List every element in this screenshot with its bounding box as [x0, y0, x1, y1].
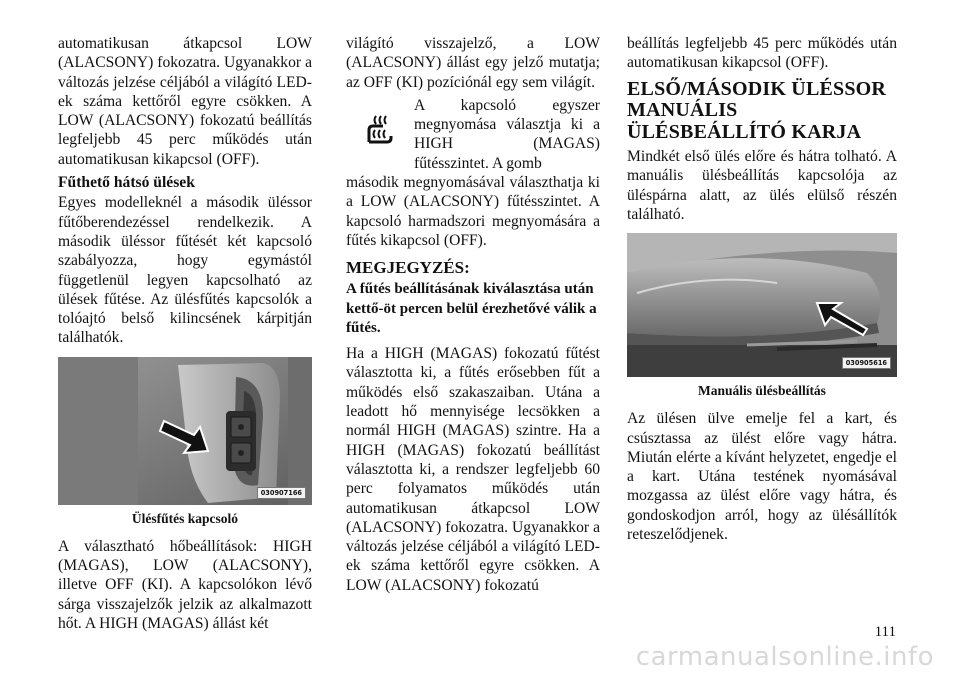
seat-heater-icon [346, 96, 414, 160]
manual-seat-adjust-photo [627, 233, 897, 377]
paragraph: Mindkét első ülés előre és hátra tolható. A manuális ülésbeállítás kapcsolója az üléspárna alatt, az ülés elülső részén található. [627, 148, 897, 223]
note-text: A fűtés beállításának kiválasztása után kettő-öt percen belül érezhetővé válik a fűtés. [346, 281, 597, 336]
paragraph: Az ülésen ülve emelje fel a kart, és csúsztassa az ülést előre vagy hátra. Miután elérte a kívánt helyzetet, engedje el a kart. Utána testének nyomásával mozgassa az ülést előre vagy hátra, és gondoskodjon arról, hogy az ülésállítók reteszelődjenek. [627, 410, 897, 544]
icon-paragraph [346, 96, 600, 173]
figure-caption: Ülésfűtés kapcsoló [131, 510, 239, 526]
paragraph: második megnyomásával választhatja ki a LOW (ALACSONY) fűtésszintet. A kapcsoló harmadszori megnyomására a fűtés kikapcsol (OFF). [346, 174, 600, 249]
column-middle [346, 34, 600, 595]
page-number: 111 [874, 624, 896, 640]
paragraph: A kapcsoló egyszer megnyomása választja ki a HIGH (MAGAS) fűtésszintet. A gomb [414, 96, 600, 172]
paragraph: A választható hőbeállítások: HIGH (MAGAS), LOW (ALACSONY), illetve OFF (KI). A kapcsolókon lévő sárga visszajelzők jelzik az alkalmazott hőt. A HIGH (MAGAS) állást két [58, 537, 312, 632]
section-heading-manual-seat: ELSŐ/MÁSODIK ÜLÉSSOR MANUÁLIS ÜLÉSBEÁLLÍTÓ KARJA [627, 77, 887, 143]
column-right [627, 34, 897, 544]
paragraph: világító visszajelző, a LOW (ALACSONY) állást egy jelző mutatja; az OFF (KI) pozíciónál egy sem világít. [346, 35, 600, 91]
figure-caption: Manuális ülésbeállítás [698, 383, 826, 399]
figure-code: 030905616 [842, 357, 891, 369]
paragraph: Egyes modelleknél a második üléssor fűtőberendezéssel rendelkezik. A második üléssor fűtését két kapcsoló szabályozza, hogy egymástól függetlenül legyen kapcsolható az ülések fűtése. Az ülésfűtés kapcsolók a tolóajtó belső kilincsének kárpitján találhatók. [58, 194, 312, 347]
paragraph: automatikusan átkapcsol LOW (ALACSONY) fokozatra. Ugyanakkor a változás jelzése céljából a világító LED-ek száma kettőről egyre csökken. A LOW (ALACSONY) fokozatú beállítás legfeljebb 45 perc működés után automatikusan kikapcsol (OFF). [58, 35, 312, 168]
column-left [58, 34, 312, 633]
paragraph: Ha a HIGH (MAGAS) fokozatú fűtést választotta ki, a fűtés erősebben fűt a működés első szakaszaiban. Utána a leadott hő mennyisége lecsökken a normál HIGH (MAGAS) szintre. Ha a HIGH (MAGAS) fokozatú beállítást választotta ki, a rendszer legfeljebb 60 perc folyamatos működés után automatikusan átkapcsol LOW (ALACSONY) fokozatra. Ugyanakkor a változás jelzése céljából a világító LED-ek száma kettőről egyre csökken. A LOW (ALACSONY) fokozatú [346, 345, 600, 594]
seat-heater-switch-photo [58, 357, 312, 505]
watermark: carmanualsonline.info [635, 642, 934, 672]
figure-manual-seat-adjust [627, 233, 897, 377]
figure-seat-heater-switch [58, 357, 312, 505]
paragraph: beállítás legfeljebb 45 perc működés után automatikusan kikapcsol (OFF). [627, 35, 897, 72]
note-heading: MEGJEGYZÉS: [346, 258, 470, 278]
section-heading-rear-seats: Fűthető hátsó ülések [58, 174, 195, 192]
figure-code: 030907166 [257, 487, 306, 499]
